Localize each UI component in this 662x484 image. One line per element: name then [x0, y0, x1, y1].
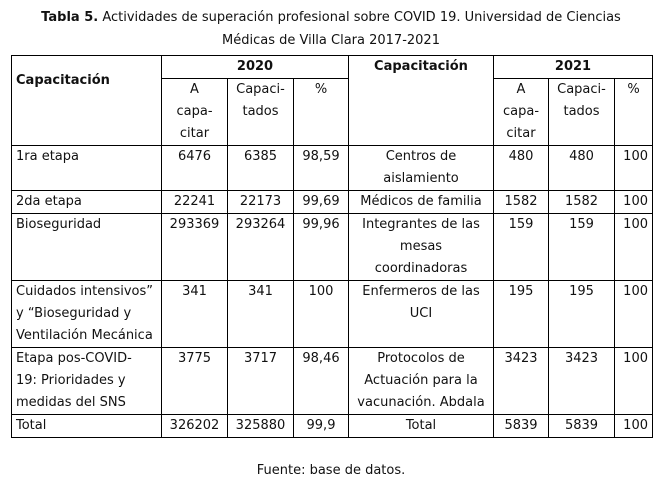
row-label-2021: [349, 214, 494, 281]
label-line: Actuación para la: [364, 373, 478, 388]
cell-percent: 99,96: [294, 214, 349, 281]
label-line: Centros de: [385, 149, 457, 164]
cell-a-capacitar: 341: [162, 281, 228, 348]
header-capacitados-2021: [549, 79, 615, 146]
header-year-2021: 2021: [494, 56, 653, 79]
header-line: capa-: [176, 104, 213, 119]
header-line: A: [190, 82, 199, 97]
label-line: Enfermeros de las: [362, 284, 480, 299]
cell-capacitados: 341: [228, 281, 294, 348]
row-label-2021: [349, 146, 494, 191]
header-percent-2021: %: [615, 79, 653, 146]
table-caption: [0, 6, 662, 52]
label-line: Total: [16, 418, 47, 433]
cell-percent-2021: 100: [615, 146, 653, 191]
table-row: [12, 281, 653, 348]
row-label: [12, 146, 162, 191]
header-line: tados: [242, 104, 279, 119]
table-row: [12, 191, 653, 214]
cell-capacitados-2021: 1582: [549, 191, 615, 214]
table-row: [12, 214, 653, 281]
cell-percent-2021: 100: [615, 281, 653, 348]
header-line: citar: [506, 126, 536, 141]
cell-a-capacitar: 293369: [162, 214, 228, 281]
label-line: Bioseguridad: [16, 217, 102, 232]
cell-percent: 100: [294, 281, 349, 348]
header-capacitacion-right: Capacitación: [349, 56, 494, 146]
header-a-capacitar: [162, 79, 228, 146]
label-line: Médicos de familia: [360, 194, 482, 209]
cell-capacitados: 6385: [228, 146, 294, 191]
cell-capacitados: 3717: [228, 348, 294, 415]
cell-a-capacitar-2021: 3423: [494, 348, 549, 415]
cell-percent: 98,59: [294, 146, 349, 191]
header-line: A: [516, 82, 526, 97]
cell-capacitados-2021: 159: [549, 214, 615, 281]
table-source: Fuente: base de datos.: [256, 463, 406, 478]
cell-capacitados: 293264: [228, 214, 294, 281]
label-line: Integrantes de las: [362, 217, 480, 232]
cell-capacitados-2021: 195: [549, 281, 615, 348]
cell-percent: 98,46: [294, 348, 349, 415]
data-table: [11, 55, 653, 438]
cell-a-capacitar-2021: 195: [494, 281, 549, 348]
row-label: [12, 348, 162, 415]
label-line: y “Bioseguridad y: [16, 306, 132, 321]
label-line: 1ra etapa: [16, 149, 79, 164]
table-row-total: [12, 415, 653, 438]
label-line: coordinadoras: [374, 261, 468, 276]
row-label: [12, 214, 162, 281]
label-line: Cuidados intensivos”: [16, 284, 153, 299]
header-capacitacion-left: Capacitación: [12, 56, 162, 146]
label-line: Total: [405, 418, 437, 433]
header-line: Capaci-: [236, 82, 285, 97]
cell-percent-2021: 100: [615, 415, 653, 438]
cell-a-capacitar: 22241: [162, 191, 228, 214]
cell-percent-2021: 100: [615, 348, 653, 415]
cell-percent-2021: 100: [615, 191, 653, 214]
header-line: citar: [179, 126, 210, 141]
row-label: [12, 415, 162, 438]
label-line: Protocolos de: [377, 351, 465, 366]
table-row: [12, 348, 653, 415]
cell-a-capacitar-2021: 159: [494, 214, 549, 281]
cell-capacitados-2021: 3423: [549, 348, 615, 415]
header-line: tados: [563, 104, 600, 119]
row-label-2021: [349, 191, 494, 214]
table-row: [12, 146, 653, 191]
cell-percent: 99,9: [294, 415, 349, 438]
header-capacitados: [228, 79, 294, 146]
label-line: aislamiento: [383, 171, 459, 186]
label-line: 2da etapa: [16, 194, 82, 209]
cell-a-capacitar-2021: 5839: [494, 415, 549, 438]
cell-percent-2021: 100: [615, 214, 653, 281]
row-label: [12, 281, 162, 348]
label-line: Etapa pos-COVID-: [16, 351, 132, 366]
header-line: capa-: [502, 104, 540, 119]
header-percent: %: [294, 79, 349, 146]
label-line: Ventilación Mecánica: [16, 328, 153, 343]
label-line: vacunación. Abdala: [357, 395, 485, 410]
cell-percent: 99,69: [294, 191, 349, 214]
caption-line-2: Médicas de Villa Clara 2017-2021: [222, 33, 440, 48]
label-line: medidas del SNS: [16, 395, 126, 410]
row-label-2021: [349, 281, 494, 348]
header-a-capacitar-2021: [494, 79, 549, 146]
cell-capacitados: 22173: [228, 191, 294, 214]
caption-text-1: Actividades de superación profesional sobre COVID 19. Universidad de Ciencias: [102, 10, 621, 25]
label-line: mesas: [399, 239, 443, 254]
caption-label: Tabla 5.: [41, 10, 99, 25]
row-label-2021: [349, 348, 494, 415]
label-line: UCI: [409, 306, 433, 321]
cell-capacitados: 325880: [228, 415, 294, 438]
cell-a-capacitar-2021: 480: [494, 146, 549, 191]
cell-a-capacitar: 326202: [162, 415, 228, 438]
cell-capacitados-2021: 5839: [549, 415, 615, 438]
header-line: Capaci-: [557, 82, 606, 97]
label-line: 19: Prioridades y: [16, 373, 126, 388]
cell-a-capacitar-2021: 1582: [494, 191, 549, 214]
cell-capacitados-2021: 480: [549, 146, 615, 191]
cell-a-capacitar: 3775: [162, 348, 228, 415]
row-label: [12, 191, 162, 214]
row-label-2021: [349, 415, 494, 438]
caption-line-1: [0, 6, 662, 29]
header-year-2020: 2020: [162, 56, 349, 79]
cell-a-capacitar: 6476: [162, 146, 228, 191]
header-row-1: [12, 56, 653, 79]
